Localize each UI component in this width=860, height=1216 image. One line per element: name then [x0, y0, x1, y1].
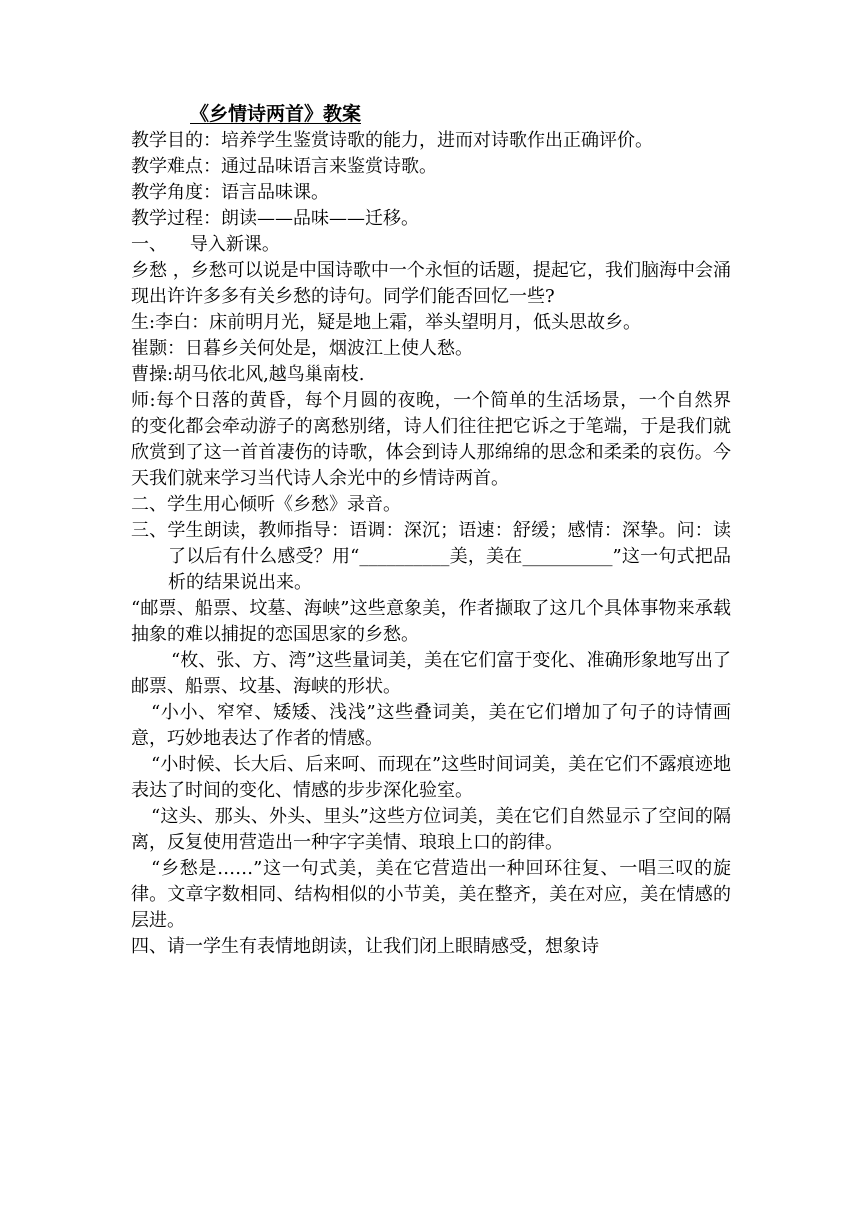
section-2-heading: 二、学生用心倾听《乡愁》录音。 [131, 494, 401, 515]
student-answer-caocao: 曹操:胡马依北风,越鸟巢南枝. [131, 364, 365, 385]
document-body [131, 100, 731, 960]
imagery-paragraph: “邮票、船票、坟墓、海峡”这些意象美，作者撷取了这几个具体事物来承载抽象的难以捕捉的恋国思家的乡愁。 [131, 598, 731, 645]
time-word-paragraph: “小时候、长大后、后来呵、而现在”这些时间词美，美在它们不露痕迹地表达了时间的变化、情感的步步深化验室。 [131, 754, 731, 801]
sentence-pattern-paragraph: “乡愁是……”这一句式美，美在它营造出一种回环往复、一唱三叹的旋律。文章字数相同、结构相似的小节美，美在整齐，美在对应，美在情感的层进。 [131, 858, 731, 931]
teaching-angle: 教学角度：语言品味课。 [131, 182, 329, 203]
teaching-difficulty: 教学难点：通过品味语言来鉴赏诗歌。 [131, 156, 437, 177]
student-answer-libai: 生:李白：床前明月光，疑是地上霜，举头望明月，低头思故乡。 [131, 312, 642, 333]
section-1-heading: 一、 导入新课。 [131, 234, 280, 255]
intro-paragraph: 乡愁 ，乡愁可以说是中国诗歌中一个永恒的话题，提起它，我们脑海中会涌现出许许多多有关乡愁的诗句。同学们能否回忆一些? [131, 260, 731, 307]
section-4-paragraph: 四、请一学生有表情地朗读，让我们闭上眼睛感受，想象诗 [131, 936, 599, 957]
teaching-process: 教学过程：朗读——品味——迁移。 [131, 208, 419, 229]
direction-word-paragraph: “这头、那头、外头、里头”这些方位词美，美在它们自然显示了空间的隔离，反复使用营造出一种字字美情、琅琅上口的韵律。 [131, 806, 731, 853]
reduplication-paragraph: “小小、窄窄、矮矮、浅浅”这些叠词美，美在它们增加了句子的诗情画意，巧妙地表达了作者的情感。 [131, 702, 731, 749]
teacher-paragraph: 师:每个日落的黄昏，每个月圆的夜晚，一个简单的生活场景，一个自然界的变化都会牵动游子的离愁别绪，诗人们往往把它诉之于笔端，于是我们就欣赏到了这一首首凄伤的诗歌，体会到诗人那绵绵的思念和柔柔的哀伤。今天我们就来学习当代诗人余光中的乡情诗两首。 [131, 390, 731, 489]
section-3-paragraph: 三、学生朗读，教师指导：语调：深沉；语速：舒缓；感情：深挚。问：读了以后有什么感受？用“__________美，美在__________”这一句式把品析的结果说出来。 [131, 520, 731, 593]
measure-word-paragraph: “枚、张、方、湾”这些量词美，美在它们富于变化、准确形象地写出了邮票、船票、坟基、海峡的形状。 [131, 650, 731, 697]
document-title: 《乡情诗两首》教案 [190, 103, 362, 125]
teaching-goal: 教学目的：培养学生鉴赏诗歌的能力，进而对诗歌作出正确评价。 [131, 130, 653, 151]
student-answer-cuihao: 崔颢：日暮乡关何处是，烟波江上使人愁。 [131, 338, 473, 359]
